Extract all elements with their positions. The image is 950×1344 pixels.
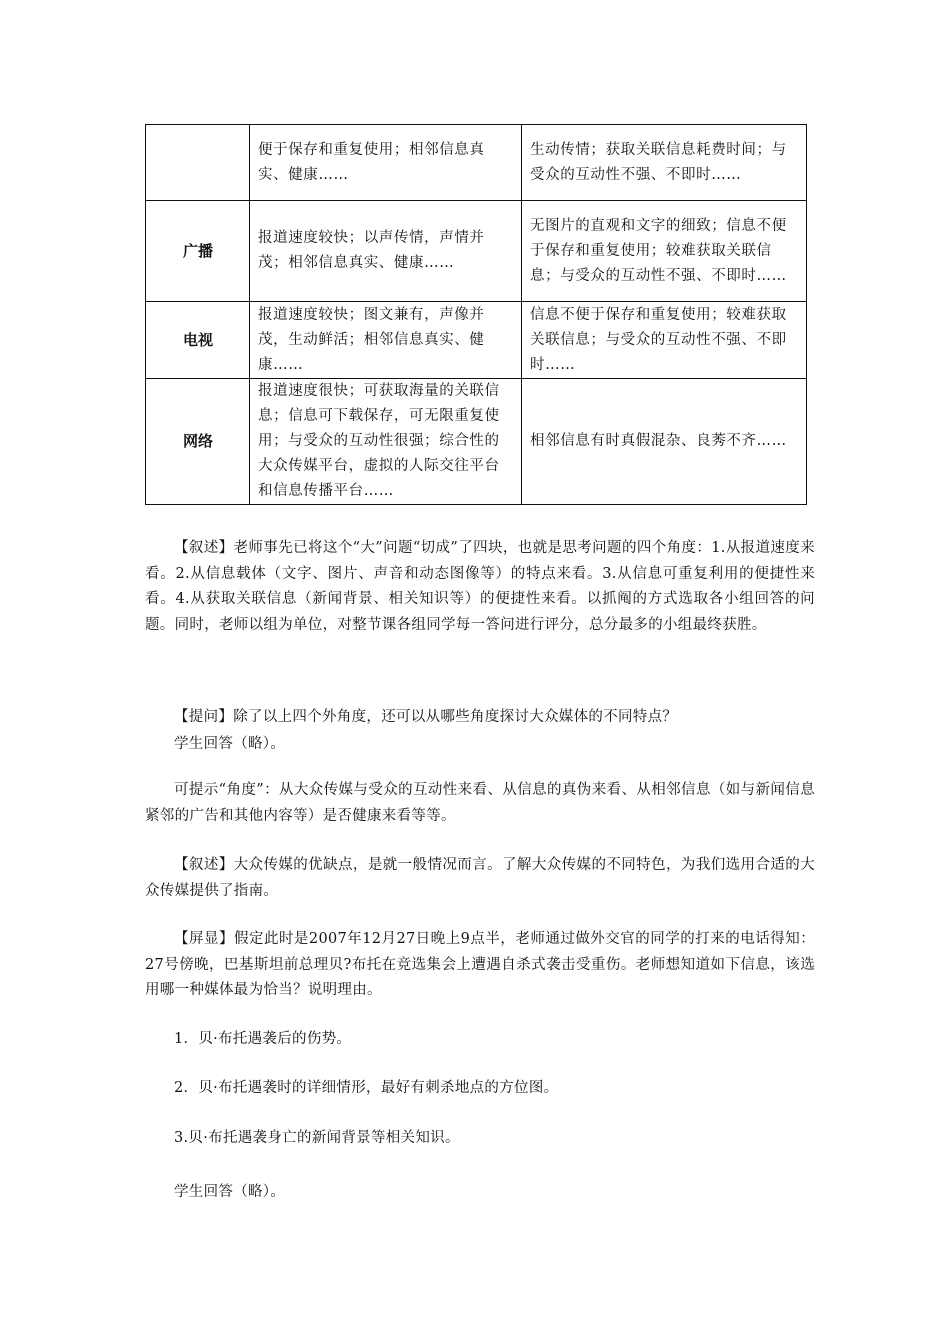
- question-paragraph: 【提问】除了以上四个外角度，还可以从哪些角度探讨大众媒体的不同特点？: [174, 709, 678, 725]
- disadvantages-cell: 无图片的直观和文字的细致；信息不便于保存和重复使用；较难获取关联信息；与受众的互动性不强、不即时……: [522, 201, 807, 302]
- hint-paragraph: 可提示“角度”：从大众传媒与受众的互动性来看、从信息的真伪来看、从相邻信息（如与新闻信息紧邻的广告和其他内容等）是否健康来看等等。: [145, 782, 815, 824]
- list-item: 1．贝·布托遇袭后的伤势。: [174, 1031, 352, 1047]
- advantages-cell: 报道速度较快；图文兼有，声像并茂，生动鲜活；相邻信息真实、健康……: [250, 302, 522, 379]
- student-answer-paragraph: 学生回答（略）。: [174, 736, 286, 752]
- media-name-cell: [146, 125, 250, 201]
- media-comparison-table: [145, 124, 807, 505]
- table-row: [146, 125, 807, 201]
- disadvantages-cell: 相邻信息有时真假混杂、良莠不齐……: [522, 379, 807, 505]
- narration-paragraph: 【叙述】大众传媒的优缺点，是就一般情况而言。了解大众传媒的不同特色，为我们选用合适的大众传媒提供了指南。: [145, 857, 815, 899]
- table-row: [146, 379, 807, 505]
- disadvantages-cell: 信息不便于保存和重复使用；较难获取关联信息；与受众的互动性不强、不即时……: [522, 302, 807, 379]
- table-row: [146, 201, 807, 302]
- advantages-cell: 报道速度很快；可获取海量的关联信息；信息可下载保存，可无限重复使用；与受众的互动性很强；综合性的大众传媒平台，虚拟的人际交往平台和信息传播平台……: [250, 379, 522, 505]
- list-item: 2．贝·布托遇袭时的详细情形，最好有刺杀地点的方位图。: [174, 1080, 559, 1096]
- media-name-cell: 广播: [146, 201, 250, 302]
- table-row: [146, 302, 807, 379]
- screen-display-paragraph: 【屏显】假定此时是2007年12月27日晚上9点半，老师通过做外交官的同学的打来的电话得知：27号傍晚，巴基斯坦前总理贝?布托在竞选集会上遭遇自杀式袭击受重伤。老师想知道如下信息，该选用哪一种媒体最为恰当？说明理由。: [145, 931, 815, 998]
- media-name-cell: 网络: [146, 379, 250, 505]
- student-answer-paragraph: 学生回答（略）。: [174, 1184, 286, 1200]
- media-name-cell: 电视: [146, 302, 250, 379]
- disadvantages-cell: 生动传情；获取关联信息耗费时间；与受众的互动性不强、不即时……: [522, 125, 807, 201]
- list-item: 3.贝·布托遇袭身亡的新闻背景等相关知识。: [174, 1130, 460, 1146]
- advantages-cell: 便于保存和重复使用；相邻信息真实、健康……: [250, 125, 522, 201]
- narration-paragraph: 【叙述】老师事先已将这个“大”问题“切成”了四块，也就是思考问题的四个角度：1.从报道速度来看。2.从信息载体（文字、图片、声音和动态图像等）的特点来看。3.从信息可重复利用的便捷性来看。4.从获取关联信息（新闻背景、相关知识等）的便捷性来看。以抓阄的方式选取各小组回答的问题。同时，老师以组为单位，对整节课各组同学每一答问进行评分，总分最多的小组最终获胜。: [145, 540, 815, 633]
- advantages-cell: 报道速度较快；以声传情，声情并茂；相邻信息真实、健康……: [250, 201, 522, 302]
